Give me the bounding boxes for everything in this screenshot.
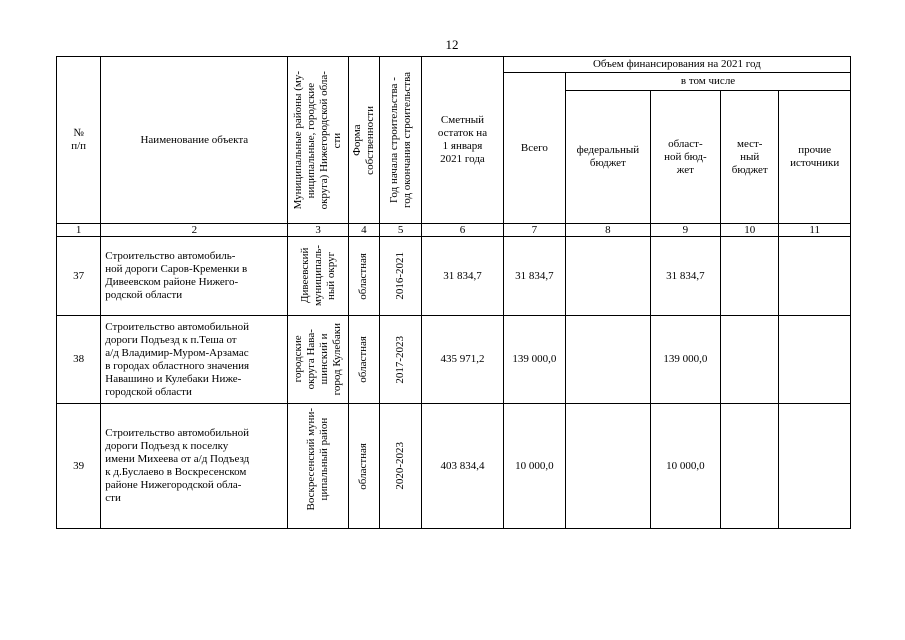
object-name: Строительство автомобильной дороги Подъезд к поселку имени Михеева от а/д Подъезд к д.Буслаево в Воскресенском районе Нижегородской обла- сти (101, 404, 288, 529)
page-number: 12 (445, 37, 459, 52)
column-number: 10 (721, 224, 779, 237)
header-district-text: Муниципальные районы (му- ниципальные, городские округа) Нижегородской обла- сти (292, 70, 344, 210)
header-district (288, 57, 348, 224)
other (779, 316, 851, 404)
balance: 403 834,4 (422, 404, 504, 529)
header-financing-group: Объем финансирования на 2021 год (503, 57, 850, 73)
header-ownership (348, 57, 379, 224)
local (721, 404, 779, 529)
regional: 139 000,0 (650, 316, 720, 404)
object-name: Строительство автомобильной дороги Подъезд к п.Теша от а/д Владимир-Муром-Арзамас в городах областного значения Навашино и Кулебаки Ниже- городской области (101, 316, 288, 404)
column-number: 4 (348, 224, 379, 237)
balance: 435 971,2 (422, 316, 504, 404)
row-number: 39 (57, 404, 101, 529)
column-number: 1 (57, 224, 101, 237)
row-number: 38 (57, 316, 101, 404)
ownership (348, 316, 379, 404)
regional: 31 834,7 (650, 237, 720, 316)
other (779, 404, 851, 529)
header-years (379, 57, 421, 224)
header-local: мест- ный бюджет (721, 91, 779, 224)
row-number: 37 (57, 237, 101, 316)
district-text: городские округа Нава- шинский и город Кулебаки (292, 323, 344, 396)
years (379, 404, 421, 529)
header-other: прочие источники (779, 91, 851, 224)
ownership (348, 237, 379, 316)
header-object-name: Наименование объекта (101, 57, 288, 224)
header-total: Всего (503, 73, 565, 224)
ownership-text: областная (357, 442, 370, 490)
federal (566, 316, 651, 404)
total: 139 000,0 (503, 316, 565, 404)
district (288, 316, 348, 404)
header-years-text: Год начала строительства - год окончания строительства (387, 72, 413, 208)
years (379, 316, 421, 404)
column-number: 7 (503, 224, 565, 237)
table-row (57, 237, 851, 316)
header-balance: Сметный остаток на 1 января 2021 года (422, 57, 504, 224)
other (779, 237, 851, 316)
column-number: 9 (650, 224, 720, 237)
years-text: 2017-2023 (394, 335, 407, 384)
column-number: 11 (779, 224, 851, 237)
column-number: 5 (379, 224, 421, 237)
header-ownership-text: Форма собственности (350, 105, 376, 175)
financing-table (56, 56, 851, 529)
balance: 31 834,7 (422, 237, 504, 316)
column-number: 6 (422, 224, 504, 237)
years-text: 2016-2021 (394, 252, 407, 300)
years-text: 2020-2023 (394, 442, 407, 490)
district-text: Дивеевский муниципаль- ный округ (298, 245, 337, 307)
district-text: Воскресенский муни- ципальный район (305, 408, 331, 511)
column-number: 8 (566, 224, 651, 237)
ownership-text: областная (357, 336, 370, 383)
total: 10 000,0 (503, 404, 565, 529)
header-regional: област- ной бюд- жет (650, 91, 720, 224)
table-row (57, 316, 851, 404)
local (721, 237, 779, 316)
federal (566, 404, 651, 529)
district (288, 404, 348, 529)
regional: 10 000,0 (650, 404, 720, 529)
header-federal: федеральный бюджет (566, 91, 651, 224)
table-row (57, 404, 851, 529)
district (288, 237, 348, 316)
federal (566, 237, 651, 316)
column-number: 2 (101, 224, 288, 237)
header-including: в том числе (566, 73, 851, 91)
ownership (348, 404, 379, 529)
header-number: № п/п (57, 57, 101, 224)
object-name: Строительство автомобиль- ной дороги Саров-Кременки в Дивеевском районе Нижего- родской области (101, 237, 288, 316)
column-number: 3 (288, 224, 348, 237)
years (379, 237, 421, 316)
total: 31 834,7 (503, 237, 565, 316)
ownership-text: областная (357, 252, 370, 300)
local (721, 316, 779, 404)
